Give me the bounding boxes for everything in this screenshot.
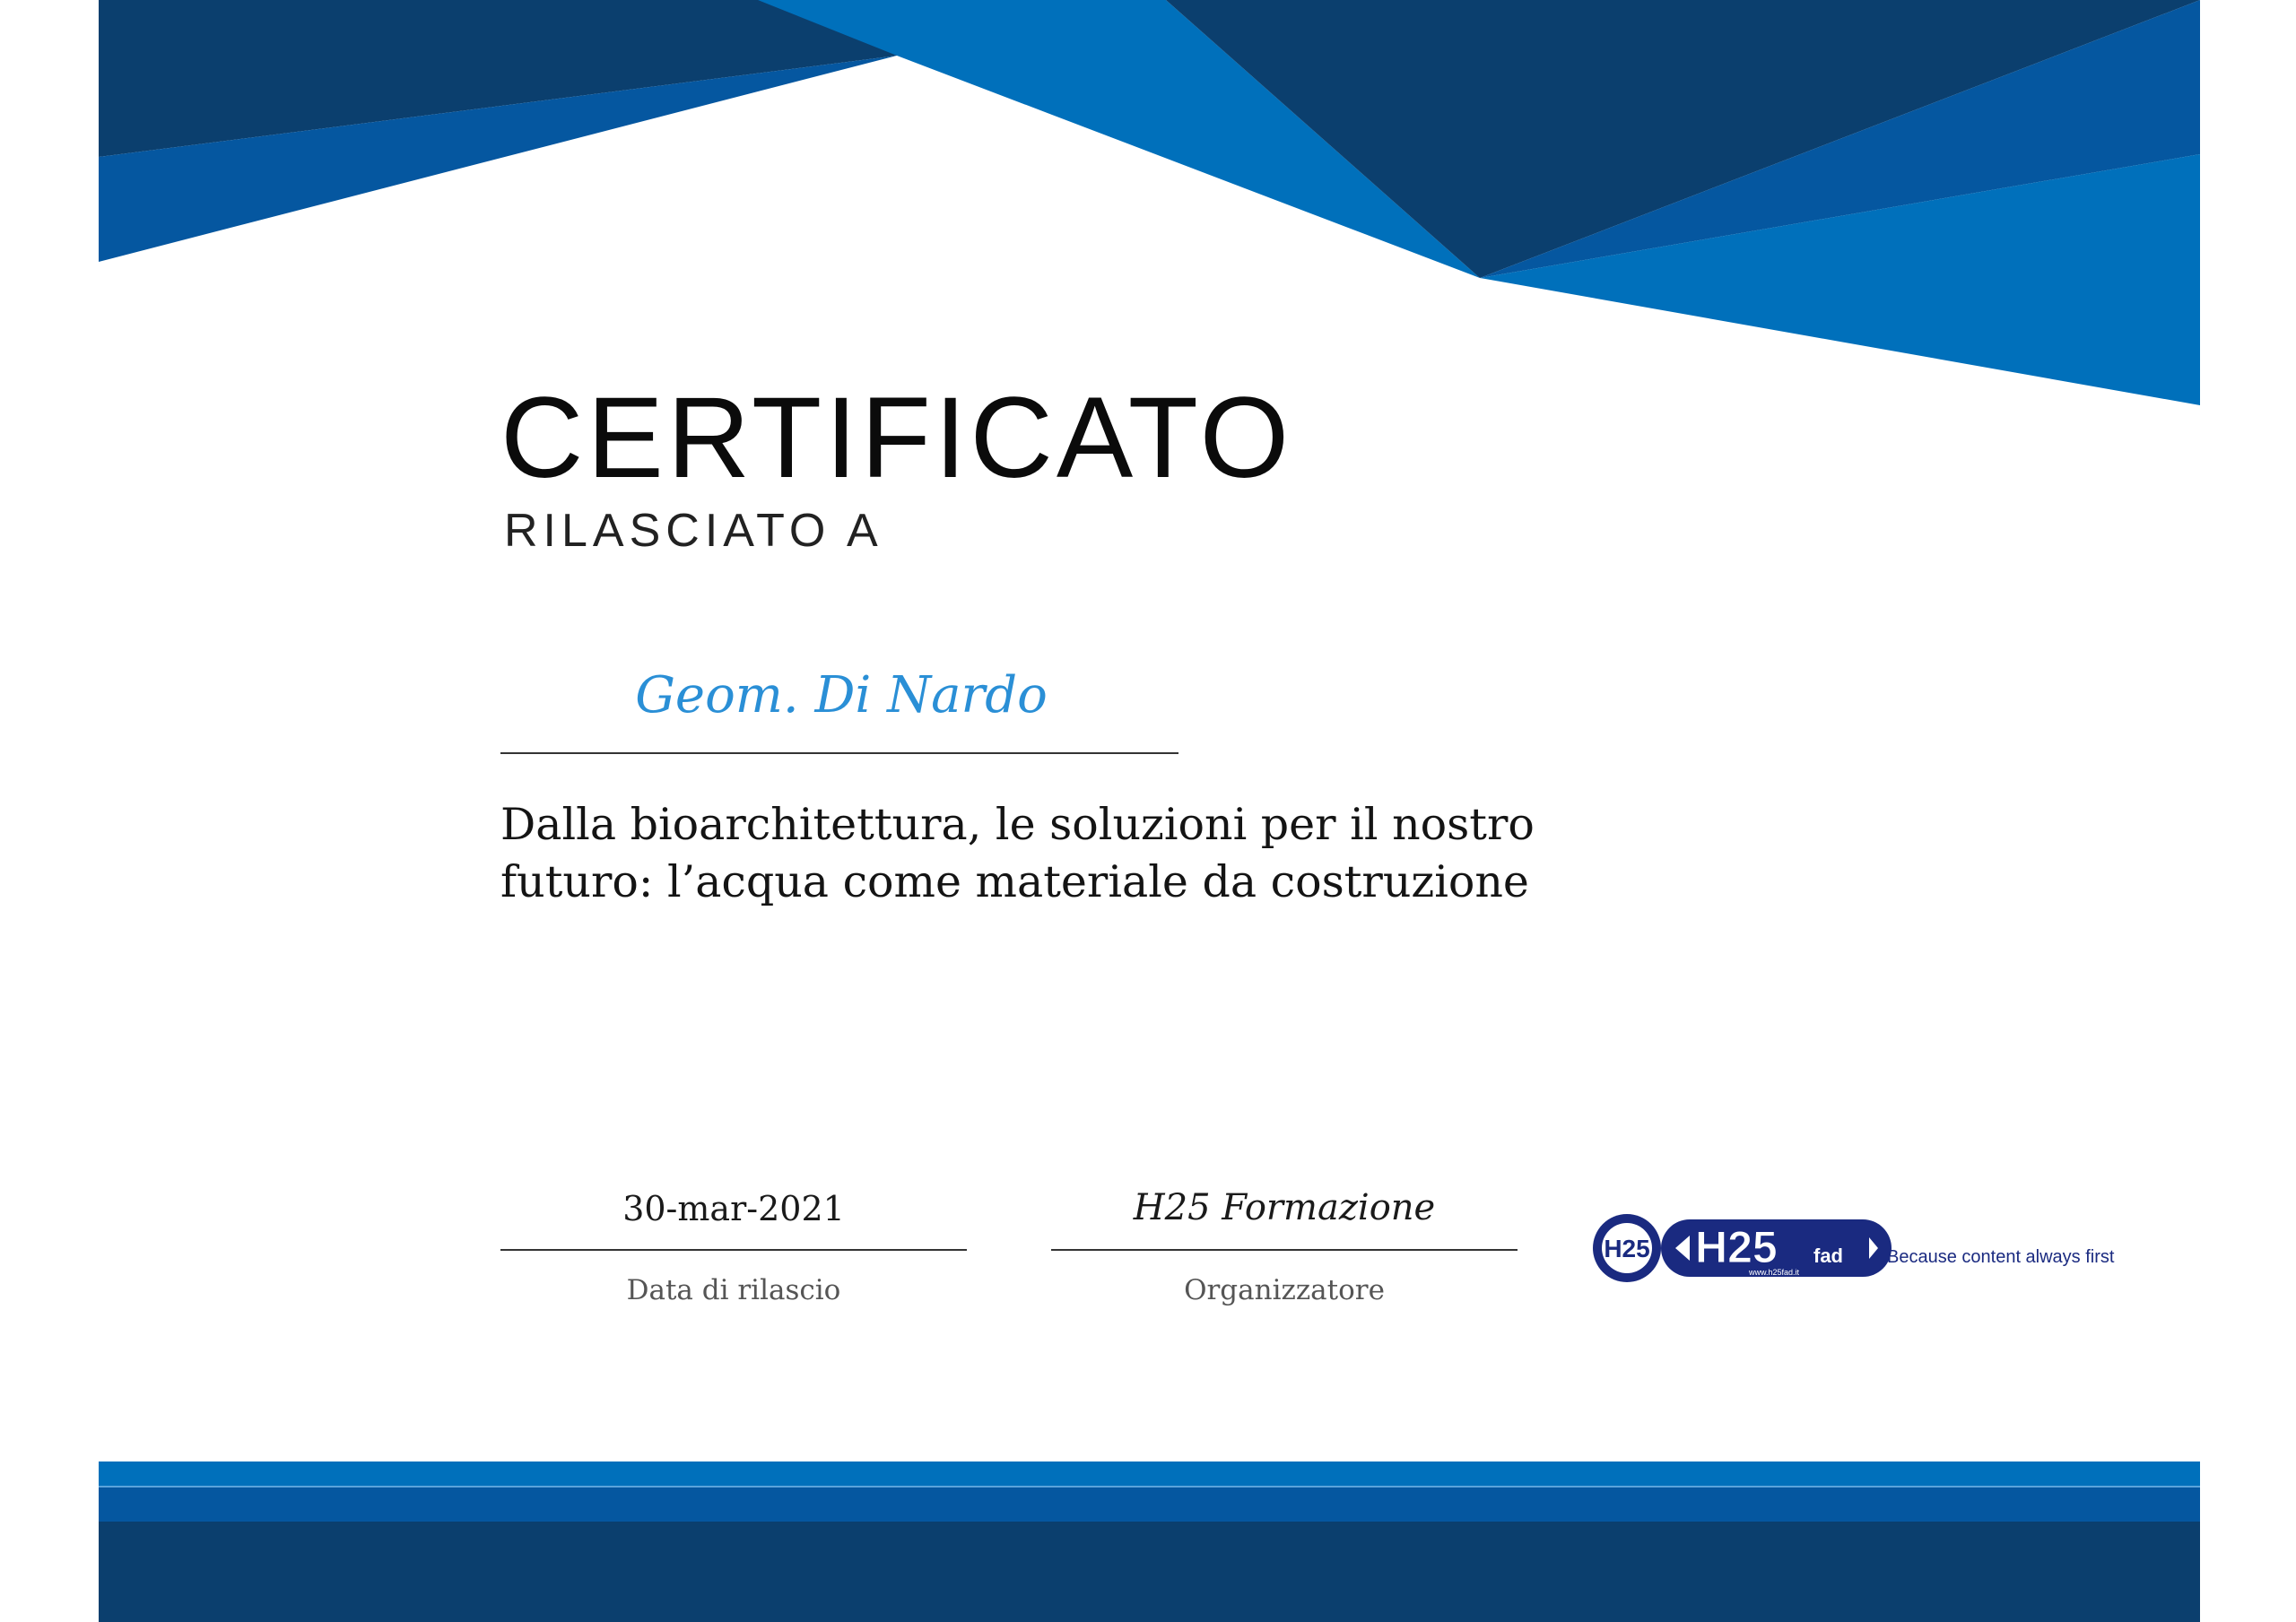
logo-tagline: Because content always first <box>1887 1247 2115 1267</box>
issue-date-label: Data di rilascio <box>626 1274 841 1306</box>
recipient-underline <box>500 752 1178 754</box>
course-title-line-1: Dalla bioarchitettura, le soluzioni per il nostro <box>500 799 1535 850</box>
issue-date-value: 30-mar-2021 <box>622 1189 845 1228</box>
organizer-value: H25 Formazione <box>1133 1187 1436 1228</box>
h25-logo <box>1589 1210 2127 1286</box>
h25fad-wordmark <box>1661 1219 1892 1277</box>
certificate-subtitle: RILASCIATO A <box>504 505 883 557</box>
h25-badge-icon <box>1593 1214 1661 1282</box>
certificate-title: CERTIFICATO <box>500 374 1293 502</box>
recipient-name: Geom. Di Nardo <box>635 666 1048 724</box>
organizer-rule <box>1051 1249 1518 1251</box>
organizer-label: Organizzatore <box>1184 1274 1385 1306</box>
h25fad-url-text: www.h25fad.it <box>1749 1268 1800 1277</box>
course-title-line-2: futuro: l’acqua come materiale da costruzione <box>500 856 1529 907</box>
bottom-banner-divider <box>99 1486 2200 1488</box>
bottom-banner-top-strip <box>99 1462 2200 1486</box>
h25-badge-text: H25 <box>1604 1235 1650 1262</box>
bottom-banner-middle-strip <box>99 1488 2200 1522</box>
issue-date-rule <box>500 1249 967 1251</box>
h25fad-brand-text: H25 <box>1695 1222 1778 1272</box>
course-title <box>500 796 1577 911</box>
bottom-banner-base <box>99 1522 2200 1622</box>
h25fad-suffix-text: fad <box>1813 1245 1843 1267</box>
